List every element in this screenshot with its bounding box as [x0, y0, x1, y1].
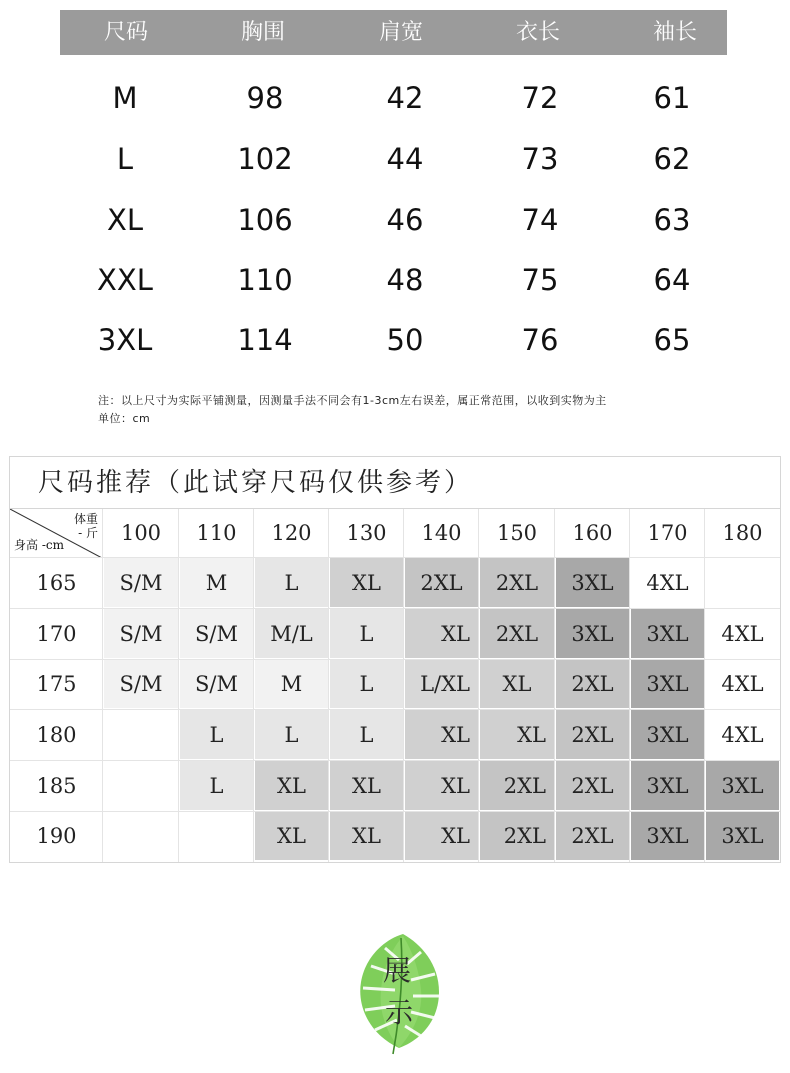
column-divider — [102, 509, 103, 862]
size-recommendation-cell: 2XL — [480, 761, 554, 810]
weight-header: 140 — [405, 509, 478, 556]
size-recommendation-cell: XL — [480, 660, 554, 708]
size-recommendation-cell — [104, 761, 178, 810]
size-measurement: 73 — [521, 142, 559, 176]
column-divider — [403, 509, 404, 862]
logo-char-2: 示 — [384, 996, 414, 1029]
height-label: 165 — [36, 570, 77, 595]
size-recommendation-cell: 4XL — [631, 558, 704, 607]
weight-header: 150 — [480, 509, 554, 556]
size-recommendation-cell: S/M — [104, 558, 178, 607]
weight-header: 180 — [706, 509, 779, 556]
size-recommendation-cell: 3XL — [631, 710, 704, 759]
size-recommendation-cell: 3XL — [556, 558, 629, 607]
size-recommendation-cell — [104, 710, 178, 759]
weight-header: 160 — [556, 509, 629, 556]
logo-char-1: 展 — [382, 954, 412, 987]
size-measurement: 74 — [521, 203, 559, 237]
size-recommendation-cell: L — [255, 710, 328, 759]
size-recommendation-cell: 3XL — [631, 660, 704, 708]
size-recommendation-cell: 2XL — [556, 660, 629, 708]
size-recommendation-cell: 3XL — [631, 761, 704, 810]
size-row — [0, 320, 790, 360]
size-row — [0, 78, 790, 118]
size-recommendation-cell: 2XL — [480, 609, 554, 658]
size-measurement: 50 — [386, 323, 424, 357]
column-divider — [629, 509, 630, 862]
height-label: 185 — [36, 773, 77, 798]
size-measurement: 61 — [653, 81, 691, 115]
size-measurement: 76 — [521, 323, 559, 357]
size-measurement: 63 — [653, 203, 691, 237]
header-sleeve: 袖长 — [652, 20, 698, 45]
size-recommendation-cell: M/L — [255, 609, 328, 658]
size-measurement: 44 — [386, 142, 424, 176]
height-label: 175 — [36, 672, 77, 696]
corner-cell — [10, 509, 102, 558]
size-recommendation-cell: L — [330, 660, 403, 708]
size-recommendation-cell: 3XL — [631, 812, 704, 860]
size-recommendation-cell: XL — [330, 558, 403, 607]
size-recommendation-grid — [9, 456, 781, 863]
header-size: 尺码 — [103, 20, 149, 45]
size-label: M — [112, 81, 138, 115]
column-divider — [328, 509, 329, 862]
height-label: 170 — [36, 621, 77, 646]
size-measurement: 106 — [237, 203, 293, 237]
weight-header: 170 — [631, 509, 704, 556]
size-measurement: 114 — [237, 323, 293, 357]
size-recommendation-cell: M — [180, 558, 253, 607]
size-recommendation-cell: 3XL — [706, 761, 779, 810]
size-measurement: 102 — [237, 142, 293, 176]
measurement-note — [98, 392, 738, 428]
header-shoulder: 肩宽 — [378, 20, 424, 45]
leaf-icon — [355, 930, 445, 1055]
size-recommendation-cell: L — [180, 710, 253, 759]
recommendation-title: 尺码推荐（此试穿尺码仅供参考） — [10, 457, 780, 509]
size-recommendation-cell: XL — [330, 812, 403, 860]
weight-header: 100 — [104, 509, 178, 556]
note-line-1: 注：以上尺寸为实际平铺测量，因测量手法不同会有1-3cm左右误差，属正常范围，以收到实物为主 — [98, 394, 607, 407]
size-recommendation-cell — [104, 812, 178, 860]
size-recommendation-cell: 2XL — [556, 812, 629, 860]
size-label: XXL — [97, 263, 153, 297]
size-recommendation-cell: 4XL — [706, 609, 779, 658]
size-recommendation-cell: XL — [405, 761, 478, 810]
size-recommendation-cell: L — [330, 609, 403, 658]
size-measurement: 72 — [521, 81, 559, 115]
column-divider — [253, 509, 254, 862]
size-recommendation-cell: 4XL — [706, 710, 779, 759]
size-recommendation-cell: XL — [255, 812, 328, 860]
size-label: XL — [106, 203, 144, 237]
size-recommendation-cell: 3XL — [706, 812, 779, 860]
size-measurement: 46 — [386, 203, 424, 237]
size-row — [0, 139, 790, 179]
size-measurement: 62 — [653, 142, 691, 176]
weight-axis-label: 体重 - 斤 — [73, 512, 98, 540]
size-recommendation-cell: 4XL — [706, 660, 779, 708]
size-measurement: 110 — [237, 263, 293, 297]
weight-header: 120 — [255, 509, 328, 556]
size-recommendation-cell: XL — [480, 710, 554, 759]
size-recommendation-cell: XL — [405, 710, 478, 759]
size-recommendation-cell: L — [180, 761, 253, 810]
size-recommendation-cell: L/XL — [405, 660, 478, 708]
size-recommendation-cell: XL — [255, 761, 328, 810]
size-recommendation-cell: XL — [405, 609, 478, 658]
column-divider — [178, 509, 179, 862]
size-recommendation-cell: XL — [405, 812, 478, 860]
height-label: 180 — [36, 722, 77, 747]
note-line-2: 单位：cm — [98, 412, 151, 425]
size-measurement: 75 — [521, 263, 559, 297]
height-axis-label: 身高 -cm — [14, 538, 64, 552]
size-measurement: 42 — [386, 81, 424, 115]
size-recommendation-cell: L — [255, 558, 328, 607]
size-measurement: 65 — [653, 323, 691, 357]
leaf-logo — [355, 930, 445, 1055]
size-recommendation-cell: S/M — [180, 660, 253, 708]
size-label: L — [116, 142, 134, 176]
size-row — [0, 260, 790, 300]
size-recommendation-cell: L — [330, 710, 403, 759]
size-recommendation-cell: 3XL — [631, 609, 704, 658]
size-label: 3XL — [97, 323, 153, 357]
size-recommendation-cell: 3XL — [556, 609, 629, 658]
size-measurement: 48 — [386, 263, 424, 297]
size-recommendation-cell: 2XL — [405, 558, 478, 607]
size-row — [0, 200, 790, 240]
weight-header: 130 — [330, 509, 403, 556]
size-recommendation-cell — [706, 558, 779, 607]
height-label: 190 — [36, 824, 77, 848]
size-recommendation-cell: S/M — [104, 660, 178, 708]
size-recommendation-cell: 2XL — [480, 812, 554, 860]
column-divider — [554, 509, 555, 862]
size-recommendation-cell: 2XL — [556, 761, 629, 810]
size-recommendation-cell: 2XL — [556, 710, 629, 759]
size-recommendation-cell: S/M — [104, 609, 178, 658]
size-recommendation-cell: 2XL — [480, 558, 554, 607]
header-chest: 胸围 — [240, 20, 286, 45]
size-measurement: 64 — [653, 263, 691, 297]
size-recommendation-cell: S/M — [180, 609, 253, 658]
column-divider — [704, 509, 705, 862]
size-recommendation-cell: M — [255, 660, 328, 708]
size-table-header — [60, 10, 727, 55]
header-length: 衣长 — [515, 20, 561, 45]
column-divider — [478, 509, 479, 862]
size-recommendation-cell — [180, 812, 253, 860]
size-recommendation-cell: XL — [330, 761, 403, 810]
size-measurement: 98 — [246, 81, 284, 115]
weight-header: 110 — [180, 509, 253, 556]
